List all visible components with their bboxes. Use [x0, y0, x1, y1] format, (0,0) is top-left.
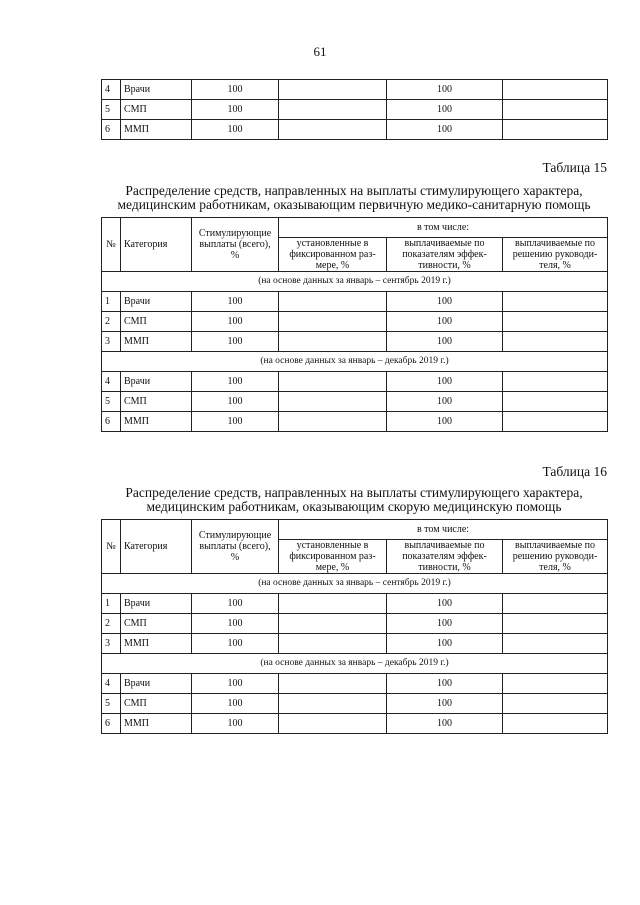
row-number: 4 [102, 674, 121, 694]
row-head-decision [503, 120, 608, 140]
row-head-decision [503, 634, 608, 654]
header-head-decision: выплачиваемые по решению руководи-теля, % [503, 540, 608, 574]
header-num: № [102, 520, 121, 574]
row-category: Врачи [121, 292, 192, 312]
table-15-title [101, 184, 607, 212]
table-16 [101, 519, 608, 734]
table-row [102, 392, 608, 412]
header-num: № [102, 218, 121, 272]
row-head-decision [503, 372, 608, 392]
row-number: 3 [102, 332, 121, 352]
row-fixed [279, 714, 387, 734]
row-category: СМП [121, 392, 192, 412]
header-fixed: установленные в фиксированном раз-мере, % [279, 238, 387, 272]
row-head-decision [503, 594, 608, 614]
row-total: 100 [192, 372, 279, 392]
table-row [102, 120, 608, 140]
row-number: 6 [102, 412, 121, 432]
table-16-title-line2: медицинским работникам, оказывающим скорую медицинскую помощь [146, 499, 562, 514]
row-category: Врачи [121, 594, 192, 614]
row-category: ММП [121, 714, 192, 734]
table-row [102, 292, 608, 312]
row-fixed [279, 694, 387, 714]
row-total: 100 [192, 100, 279, 120]
table-row [102, 80, 608, 100]
row-category: ММП [121, 634, 192, 654]
row-fixed [279, 614, 387, 634]
section-label: (на основе данных за январь – сентябрь 2019 г.) [102, 272, 608, 292]
row-category: СМП [121, 312, 192, 332]
section-label: (на основе данных за январь – декабрь 2019 г.) [102, 352, 608, 372]
table-row [102, 694, 608, 714]
row-number: 4 [102, 372, 121, 392]
row-fixed [279, 674, 387, 694]
table-row [102, 412, 608, 432]
row-fixed [279, 80, 387, 100]
row-total: 100 [192, 714, 279, 734]
header-performance: выплачиваемые по показателям эффек-тивности, % [387, 238, 503, 272]
row-total: 100 [192, 312, 279, 332]
section-label: (на основе данных за январь – декабрь 2019 г.) [102, 654, 608, 674]
table-row [102, 614, 608, 634]
row-total: 100 [192, 694, 279, 714]
section-row [102, 574, 608, 594]
header-category: Категория [121, 520, 192, 574]
row-head-decision [503, 312, 608, 332]
table-15-title-line2: медицинским работникам, оказывающим первичную медико-санитарную помощь [117, 197, 591, 212]
row-performance: 100 [387, 634, 503, 654]
row-performance: 100 [387, 292, 503, 312]
row-head-decision [503, 392, 608, 412]
row-fixed [279, 312, 387, 332]
row-performance: 100 [387, 412, 503, 432]
row-fixed [279, 634, 387, 654]
header-head-decision: выплачиваемые по решению руководи-теля, % [503, 238, 608, 272]
row-total: 100 [192, 634, 279, 654]
row-total: 100 [192, 392, 279, 412]
table-15-label: Таблица 15 [542, 160, 607, 175]
row-category: Врачи [121, 80, 192, 100]
row-fixed [279, 332, 387, 352]
row-performance: 100 [387, 312, 503, 332]
row-performance: 100 [387, 694, 503, 714]
row-total: 100 [192, 594, 279, 614]
table-row [102, 312, 608, 332]
row-number: 2 [102, 614, 121, 634]
section-row [102, 352, 608, 372]
row-total: 100 [192, 332, 279, 352]
section-label: (на основе данных за январь – сентябрь 2019 г.) [102, 574, 608, 594]
row-performance: 100 [387, 120, 503, 140]
row-number: 2 [102, 312, 121, 332]
header-total: Стимулирующие выплаты (всего), % [192, 520, 279, 574]
row-head-decision [503, 100, 608, 120]
table-16-label: Таблица 16 [542, 464, 607, 479]
row-number: 4 [102, 80, 121, 100]
row-head-decision [503, 412, 608, 432]
row-fixed [279, 412, 387, 432]
table-15 [101, 217, 608, 432]
table-16-title-line1: Распределение средств, направленных на выплаты стимулирующего характера, [125, 485, 583, 500]
row-number: 6 [102, 120, 121, 140]
row-head-decision [503, 614, 608, 634]
table-16-title [101, 486, 607, 514]
row-performance: 100 [387, 332, 503, 352]
row-performance: 100 [387, 714, 503, 734]
row-fixed [279, 392, 387, 412]
row-category: СМП [121, 100, 192, 120]
row-total: 100 [192, 292, 279, 312]
row-performance: 100 [387, 594, 503, 614]
row-total: 100 [192, 412, 279, 432]
row-category: ММП [121, 120, 192, 140]
row-category: ММП [121, 412, 192, 432]
table-row [102, 634, 608, 654]
row-head-decision [503, 694, 608, 714]
row-head-decision [503, 332, 608, 352]
table-row [102, 594, 608, 614]
row-performance: 100 [387, 674, 503, 694]
table-row [102, 372, 608, 392]
table-row [102, 674, 608, 694]
row-head-decision [503, 714, 608, 734]
row-number: 5 [102, 392, 121, 412]
row-total: 100 [192, 120, 279, 140]
row-number: 6 [102, 714, 121, 734]
table-row [102, 332, 608, 352]
table-row [102, 714, 608, 734]
row-head-decision [503, 292, 608, 312]
header-fixed: установленные в фиксированном раз-мере, % [279, 540, 387, 574]
row-number: 1 [102, 594, 121, 614]
row-fixed [279, 372, 387, 392]
row-fixed [279, 120, 387, 140]
section-row [102, 272, 608, 292]
row-total: 100 [192, 674, 279, 694]
row-fixed [279, 292, 387, 312]
row-fixed [279, 100, 387, 120]
section-row [102, 654, 608, 674]
row-performance: 100 [387, 614, 503, 634]
row-performance: 100 [387, 80, 503, 100]
row-category: Врачи [121, 674, 192, 694]
row-category: Врачи [121, 372, 192, 392]
row-number: 3 [102, 634, 121, 654]
row-category: СМП [121, 614, 192, 634]
row-total: 100 [192, 614, 279, 634]
row-total: 100 [192, 80, 279, 100]
header-category: Категория [121, 218, 192, 272]
row-category: СМП [121, 694, 192, 714]
row-number: 1 [102, 292, 121, 312]
header-total: Стимулирующие выплаты (всего), % [192, 218, 279, 272]
row-fixed [279, 594, 387, 614]
row-number: 5 [102, 100, 121, 120]
row-category: ММП [121, 332, 192, 352]
header-performance: выплачиваемые по показателям эффек-тивности, % [387, 540, 503, 574]
row-number: 5 [102, 694, 121, 714]
row-performance: 100 [387, 372, 503, 392]
row-head-decision [503, 80, 608, 100]
row-head-decision [503, 674, 608, 694]
table-15-title-line1: Распределение средств, направленных на выплаты стимулирующего характера, [125, 183, 583, 198]
header-including: в том числе: [279, 218, 608, 238]
continued-table [101, 79, 608, 140]
row-performance: 100 [387, 100, 503, 120]
header-including: в том числе: [279, 520, 608, 540]
row-performance: 100 [387, 392, 503, 412]
page-number: 61 [313, 44, 327, 59]
table-row [102, 100, 608, 120]
